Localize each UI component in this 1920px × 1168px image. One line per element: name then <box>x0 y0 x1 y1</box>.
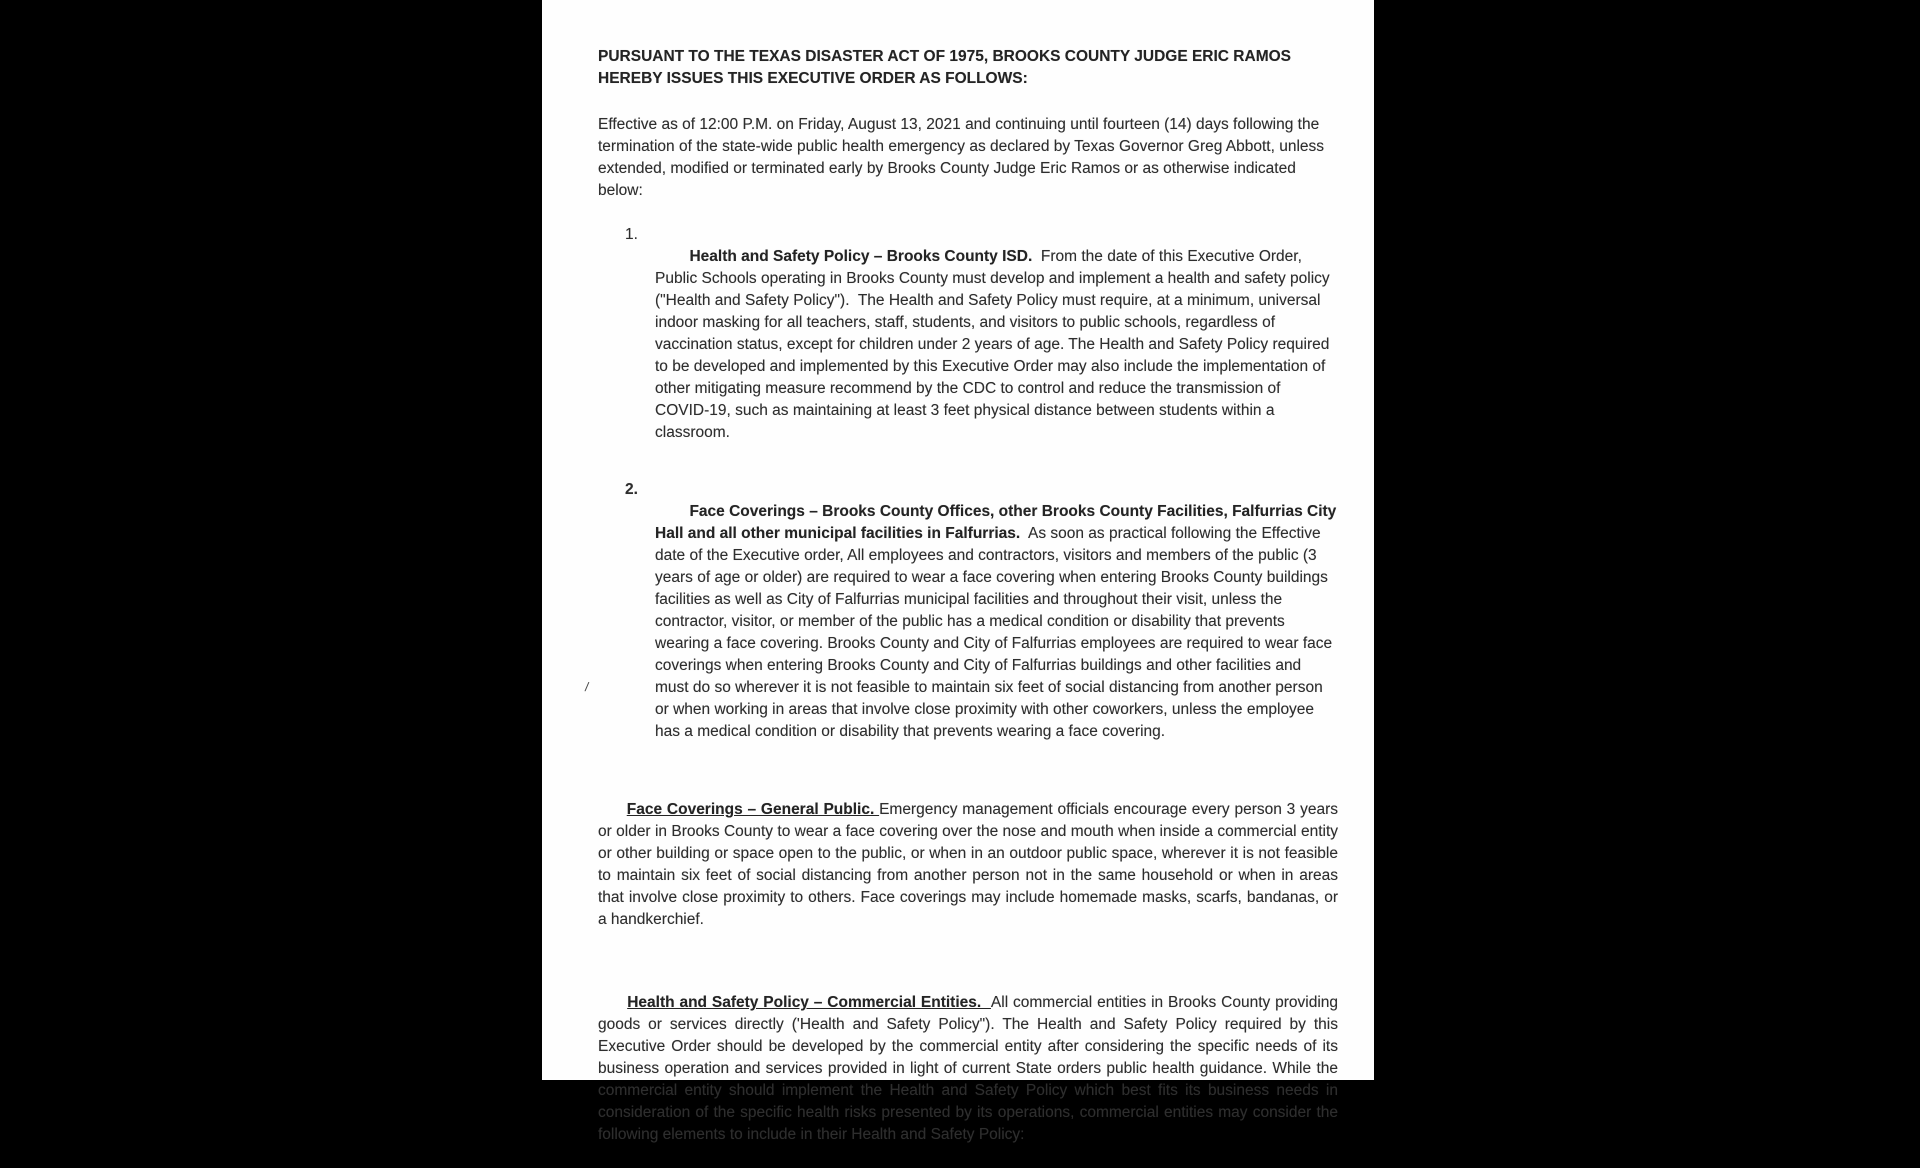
item-lead: Health and Safety Policy – Brooks County ISD. <box>689 248 1033 265</box>
item-number: 2. <box>625 481 638 498</box>
scanned-document-page <box>542 0 1374 1143</box>
paragraph-lead: Face Coverings – General Public. <box>626 801 880 818</box>
item-lead: Face Coverings – Brooks County Offices, other Brooks County Facilities, Falfurrias City Hall and all other municipal facilities in Falfurrias. <box>655 503 1341 542</box>
scan-artifact-mark: / <box>584 679 590 695</box>
list-item-face-coverings-offices <box>598 479 1341 765</box>
document-content <box>598 46 1343 1168</box>
numbered-list <box>598 224 1341 765</box>
face-coverings-general-public-paragraph <box>598 777 1343 953</box>
effective-date-paragraph: Effective as of 12:00 P.M. on Friday, August 13, 2021 and continuing until fourteen (14) days following the termination of the state-wide public health emergency as declared by Texas Governor Greg Abbott, unless extended, modified or terminated early by Brooks County Judge Eric Ramos or as otherwise indicated below: <box>598 116 1329 199</box>
paragraph-body: All commercial entities in Brooks County providing goods or services directly ('Health and Safety Policy"). The Health and Safety Policy required by this Executive Order should be developed by the commercial entity after considering the specific needs of its business operation and services provided in light of current State orders public health guidance. While the commercial entity should implement the Health and Safety Policy which best fits its business needs in consideration of the specific health risks presented by its operations, commercial entities may consider the following elements to include in their Health and Safety Policy: <box>598 994 1343 1143</box>
item-body: From the date of this Executive Order, Public Schools operating in Brooks County must develop and implement a health and safety policy ("Health and Safety Policy"). The Health and Safety Policy must require, at a minimum, universal indoor masking for all teachers, staff, students, and visitors to public schools, regardless of vaccination status, except for children under 2 years of age. The Health and Safety Policy required to be developed and implemented by this Executive Order may also include the implementation of other mitigating measure recommend by the CDC to control and reduce the transmission of COVID-19, such as maintaining at least 3 feet physical distance between students within a classroom. <box>655 248 1334 441</box>
paragraph-body: Emergency management officials encourage every person 3 years or older in Brooks County to wear a face covering over the nose and mouth when inside a commercial entity or other building or space open to the public, or when in an outdoor public space, wherever it is not feasible to maintain six feet of social distancing from another person not in the same household or when in areas that involve close proximity to others. Face coverings may include homemade masks, scarfs, bandanas, or a handkerchief. <box>598 801 1343 928</box>
item-number: 1. <box>625 226 638 243</box>
executive-order-heading: PURSUANT TO THE TEXAS DISASTER ACT OF 1975, BROOKS COUNTY JUDGE ERIC RAMOS HEREBY ISSUES THIS EXECUTIVE ORDER AS FOLLOWS: <box>598 48 1291 87</box>
paragraph-lead: Health and Safety Policy – Commercial Entities. <box>627 994 991 1011</box>
item-body: As soon as practical following the Effective date of the Executive order, All employees and contractors, visitors and members of the public (3 years of age or older) are required to wear a face covering when entering Brooks County buildings facilities as well as City of Falfurrias municipal facilities and throughout their visit, unless the contractor, visitor, or member of the public has a medical condition or disability that prevents wearing a face covering. Brooks County and City of Falfurrias employees are required to wear face coverings when entering Brooks County and City of Falfurrias buildings and other facilities and must do so wherever it is not feasible to maintain six feet of social distancing from another person or when working in areas that involve close proximity with other coworkers, unless the employee has a medical condition or disability that prevents wearing a face covering. <box>655 525 1337 740</box>
health-safety-commercial-paragraph <box>598 970 1343 1168</box>
list-item-health-safety-isd <box>598 224 1338 466</box>
